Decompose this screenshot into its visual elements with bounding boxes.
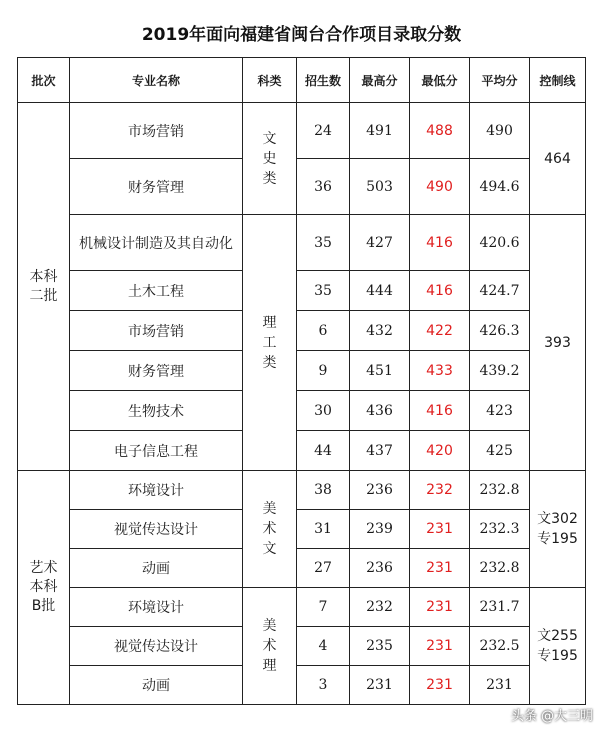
max-cell: 451	[350, 351, 410, 391]
table-row	[18, 588, 586, 627]
major-cell: 财务管理	[70, 159, 243, 215]
count-cell: 35	[297, 271, 350, 311]
max-cell: 503	[350, 159, 410, 215]
table-row	[18, 351, 586, 391]
min-cell: 231	[410, 549, 470, 588]
category-cell-art-liberal: 美 术 文	[243, 471, 297, 588]
control-line-art-liberal: 文302 专195	[530, 471, 586, 588]
table-row	[18, 271, 586, 311]
table-row	[18, 311, 586, 351]
max-cell: 436	[350, 391, 410, 431]
min-cell: 416	[410, 391, 470, 431]
min-cell: 232	[410, 471, 470, 510]
count-cell: 7	[297, 588, 350, 627]
header-batch: 批次	[18, 58, 70, 103]
control-line-liberal-arts: 464	[530, 103, 586, 215]
min-cell: 490	[410, 159, 470, 215]
major-cell: 环境设计	[70, 471, 243, 510]
min-cell: 416	[410, 215, 470, 271]
avg-cell: 232.3	[470, 510, 530, 549]
category-cell-liberal-arts: 文 史 类	[243, 103, 297, 215]
avg-cell: 439.2	[470, 351, 530, 391]
table-row	[18, 549, 586, 588]
header-avg: 平均分	[470, 58, 530, 103]
count-cell: 31	[297, 510, 350, 549]
count-cell: 30	[297, 391, 350, 431]
count-cell: 44	[297, 431, 350, 471]
major-cell: 环境设计	[70, 588, 243, 627]
count-cell: 36	[297, 159, 350, 215]
min-cell: 422	[410, 311, 470, 351]
max-cell: 239	[350, 510, 410, 549]
min-cell: 488	[410, 103, 470, 159]
category-cell-art-science: 美 术 理	[243, 588, 297, 705]
table-row	[18, 666, 586, 705]
major-cell: 生物技术	[70, 391, 243, 431]
major-cell: 土木工程	[70, 271, 243, 311]
min-cell: 231	[410, 510, 470, 549]
header-max: 最高分	[350, 58, 410, 103]
min-cell: 231	[410, 588, 470, 627]
count-cell: 24	[297, 103, 350, 159]
avg-cell: 231.7	[470, 588, 530, 627]
max-cell: 232	[350, 588, 410, 627]
table-row	[18, 627, 586, 666]
major-cell: 财务管理	[70, 351, 243, 391]
avg-cell: 423	[470, 391, 530, 431]
avg-cell: 232.8	[470, 471, 530, 510]
min-cell: 420	[410, 431, 470, 471]
header-category: 科类	[243, 58, 297, 103]
count-cell: 9	[297, 351, 350, 391]
avg-cell: 426.3	[470, 311, 530, 351]
header-row	[18, 58, 586, 103]
avg-cell: 494.6	[470, 159, 530, 215]
min-cell: 433	[410, 351, 470, 391]
avg-cell: 231	[470, 666, 530, 705]
min-cell: 416	[410, 271, 470, 311]
avg-cell: 232.8	[470, 549, 530, 588]
category-cell-science-engineering: 理 工 类	[243, 215, 297, 471]
major-cell: 电子信息工程	[70, 431, 243, 471]
max-cell: 235	[350, 627, 410, 666]
count-cell: 6	[297, 311, 350, 351]
avg-cell: 425	[470, 431, 530, 471]
table-row	[18, 510, 586, 549]
major-cell: 动画	[70, 666, 243, 705]
max-cell: 437	[350, 431, 410, 471]
avg-cell: 490	[470, 103, 530, 159]
table-row	[18, 471, 586, 510]
count-cell: 35	[297, 215, 350, 271]
header-control: 控制线	[530, 58, 586, 103]
count-cell: 3	[297, 666, 350, 705]
major-cell: 机械设计制造及其自动化	[70, 215, 243, 271]
min-cell: 231	[410, 666, 470, 705]
table-row	[18, 215, 586, 271]
major-cell: 视觉传达设计	[70, 510, 243, 549]
header-min: 最低分	[410, 58, 470, 103]
watermark: 头条 @大三明	[510, 709, 593, 724]
avg-cell: 420.6	[470, 215, 530, 271]
header-major: 专业名称	[70, 58, 243, 103]
max-cell: 236	[350, 549, 410, 588]
batch-cell-undergrad-2: 本科 二批	[18, 103, 70, 471]
table-title: 2019年面向福建省闽台合作项目录取分数	[141, 25, 462, 45]
avg-cell: 424.7	[470, 271, 530, 311]
max-cell: 231	[350, 666, 410, 705]
batch-cell-art-b: 艺术 本科 B批	[18, 471, 70, 705]
major-cell: 市场营销	[70, 311, 243, 351]
table-row	[18, 103, 586, 159]
count-cell: 4	[297, 627, 350, 666]
table-row	[18, 159, 586, 215]
admission-score-table	[17, 57, 586, 705]
count-cell: 27	[297, 549, 350, 588]
max-cell: 432	[350, 311, 410, 351]
max-cell: 491	[350, 103, 410, 159]
control-line-art-science: 文255 专195	[530, 588, 586, 705]
max-cell: 444	[350, 271, 410, 311]
max-cell: 427	[350, 215, 410, 271]
header-count: 招生数	[297, 58, 350, 103]
control-line-science: 393	[530, 215, 586, 471]
max-cell: 236	[350, 471, 410, 510]
major-cell: 动画	[70, 549, 243, 588]
table-row	[18, 431, 586, 471]
avg-cell: 232.5	[470, 627, 530, 666]
major-cell: 视觉传达设计	[70, 627, 243, 666]
min-cell: 231	[410, 627, 470, 666]
major-cell: 市场营销	[70, 103, 243, 159]
count-cell: 38	[297, 471, 350, 510]
table-row	[18, 391, 586, 431]
